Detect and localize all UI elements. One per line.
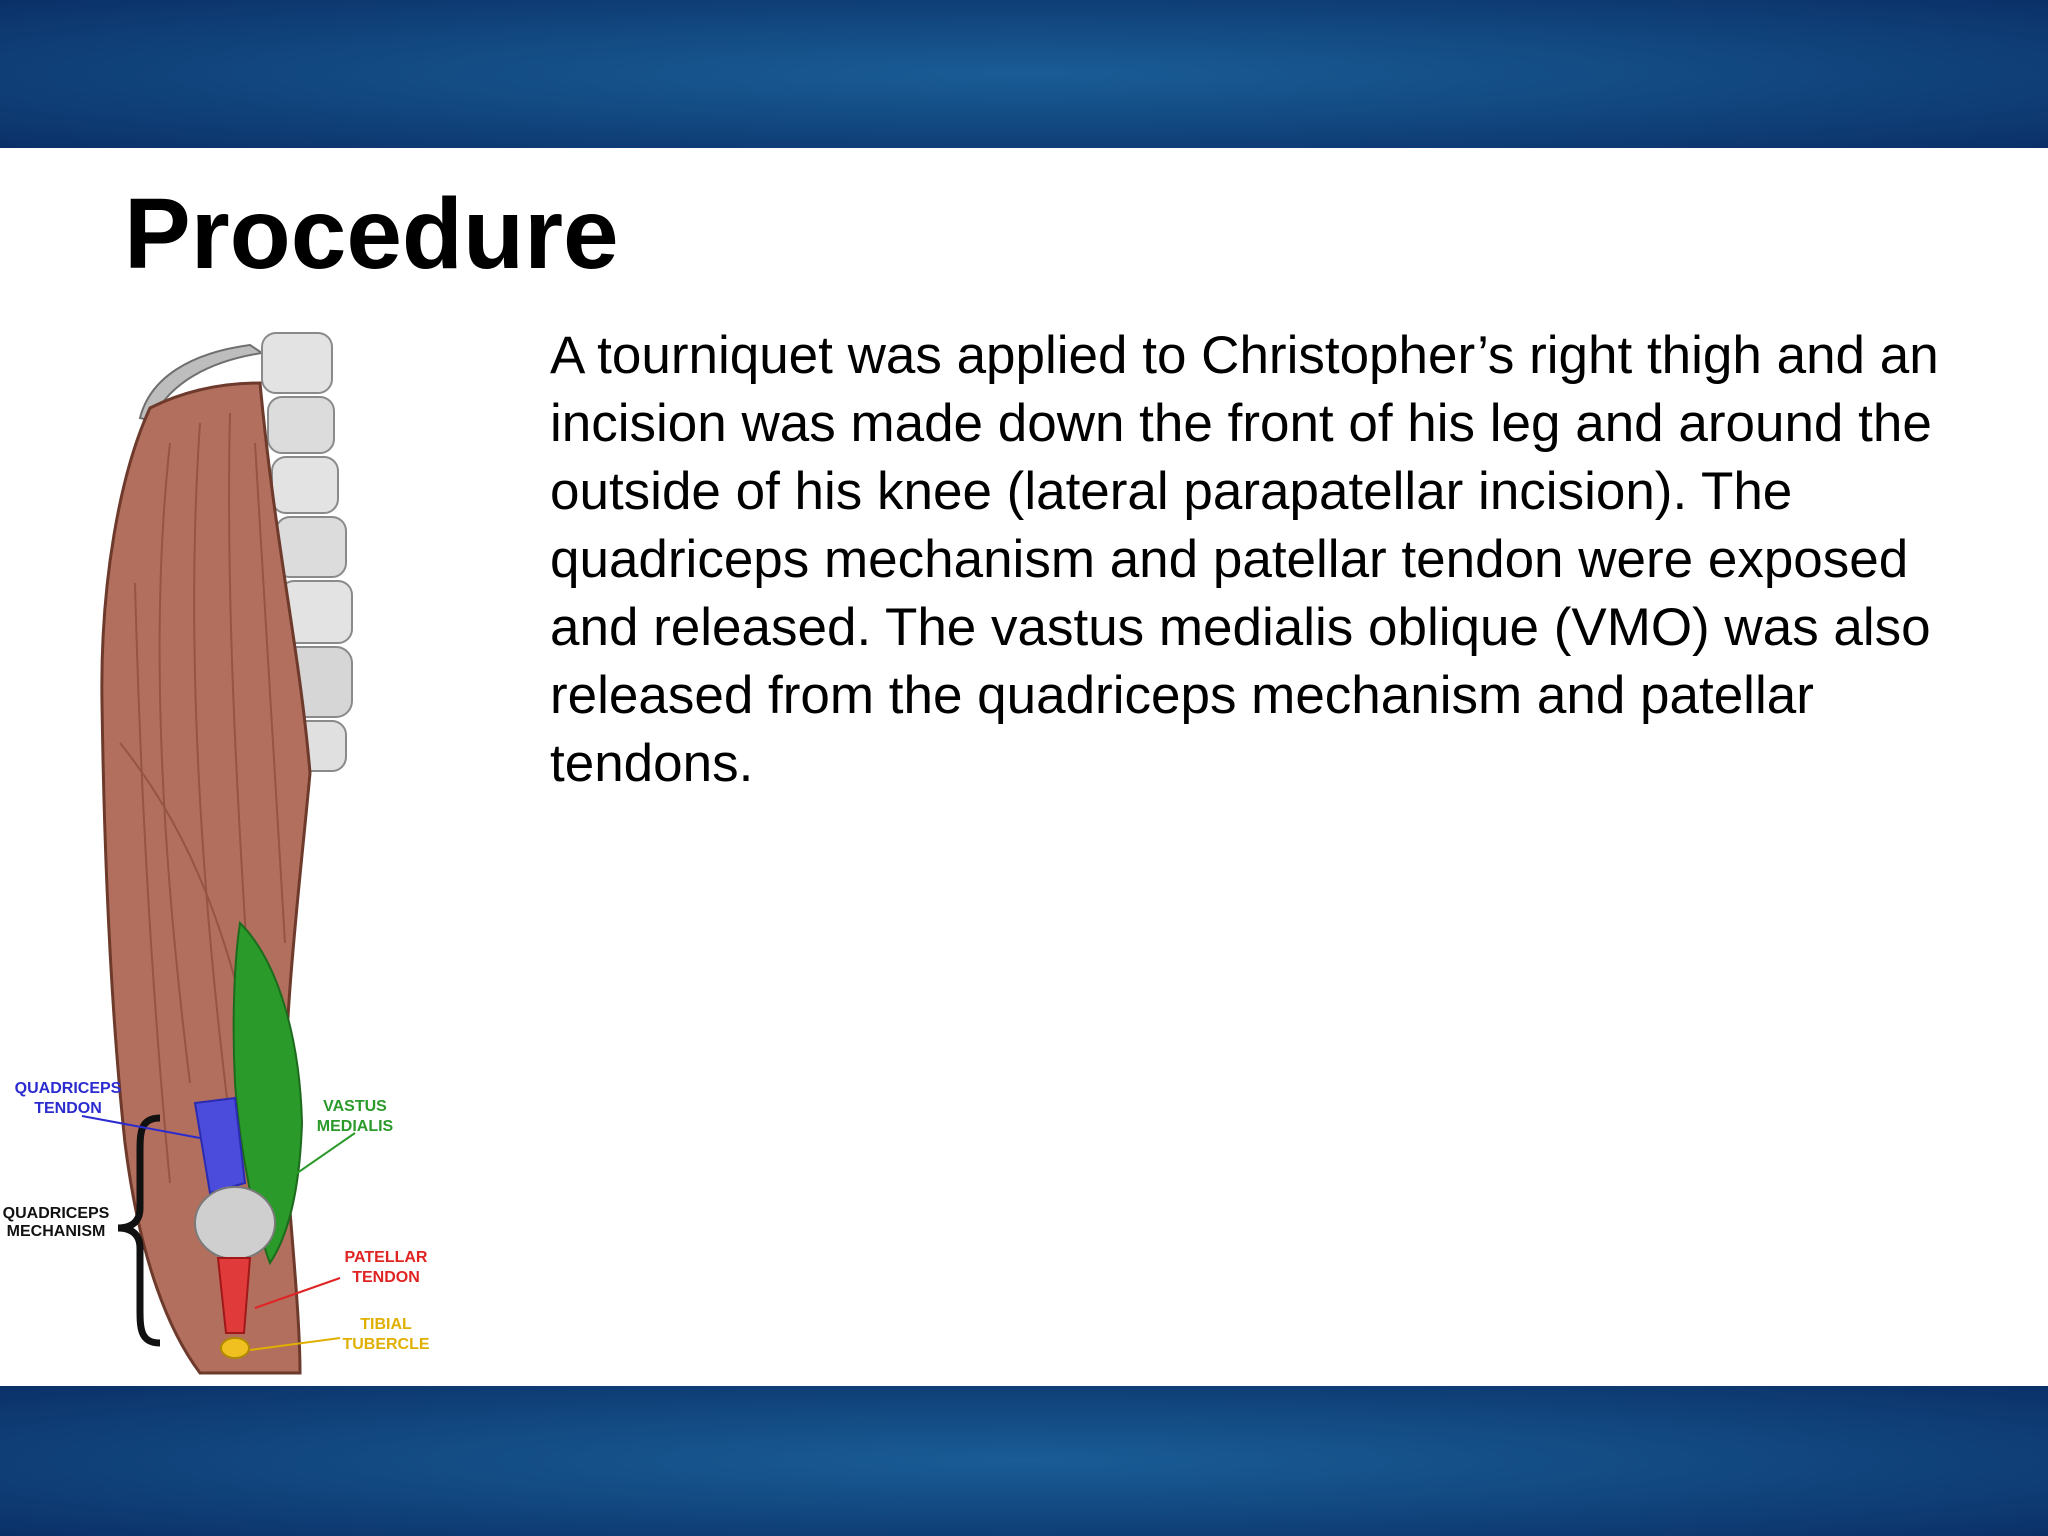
slide-body-text: A tourniquet was applied to Christopher’s right thigh and an incision was made down the front of his leg and around the outside of his knee (lateral parapatellar incision). The quadriceps mechanism and patellar tendon were exposed and released. The vastus medialis oblique (VMO) was also released from the quadriceps mechanism and patellar tendons.: [550, 326, 1939, 793]
label-quadriceps-tendon-line1: QUADRICEPS: [14, 1080, 122, 1097]
slide-title: Procedure: [124, 178, 619, 290]
label-tibial-tubercle-line2: TUBERCLE: [342, 1336, 430, 1353]
tibial-tubercle-shape: [221, 1338, 249, 1358]
footer-band: [0, 1386, 2048, 1536]
label-patellar-tendon-line2: TENDON: [352, 1269, 420, 1286]
label-vastus-medialis-line2: MEDIALIS: [316, 1118, 394, 1135]
thigh-muscles-figure: [0, 323, 470, 1386]
header-band: [0, 0, 2048, 148]
label-tibial-tubercle-line1: TIBIAL: [360, 1316, 412, 1333]
label-quadriceps-mechanism-line1: QUADRICEPS: [2, 1205, 110, 1222]
label-quadriceps-mechanism-line2: MECHANISM: [6, 1223, 106, 1240]
label-patellar-tendon-line1: PATELLAR: [344, 1249, 428, 1266]
anatomy-illustration: [0, 323, 470, 1386]
label-quadriceps-tendon-line2: TENDON: [34, 1100, 102, 1117]
slide-content: [0, 148, 2048, 1386]
label-vastus-medialis-line1: VASTUS: [323, 1098, 387, 1115]
patella-shape: [195, 1187, 275, 1259]
